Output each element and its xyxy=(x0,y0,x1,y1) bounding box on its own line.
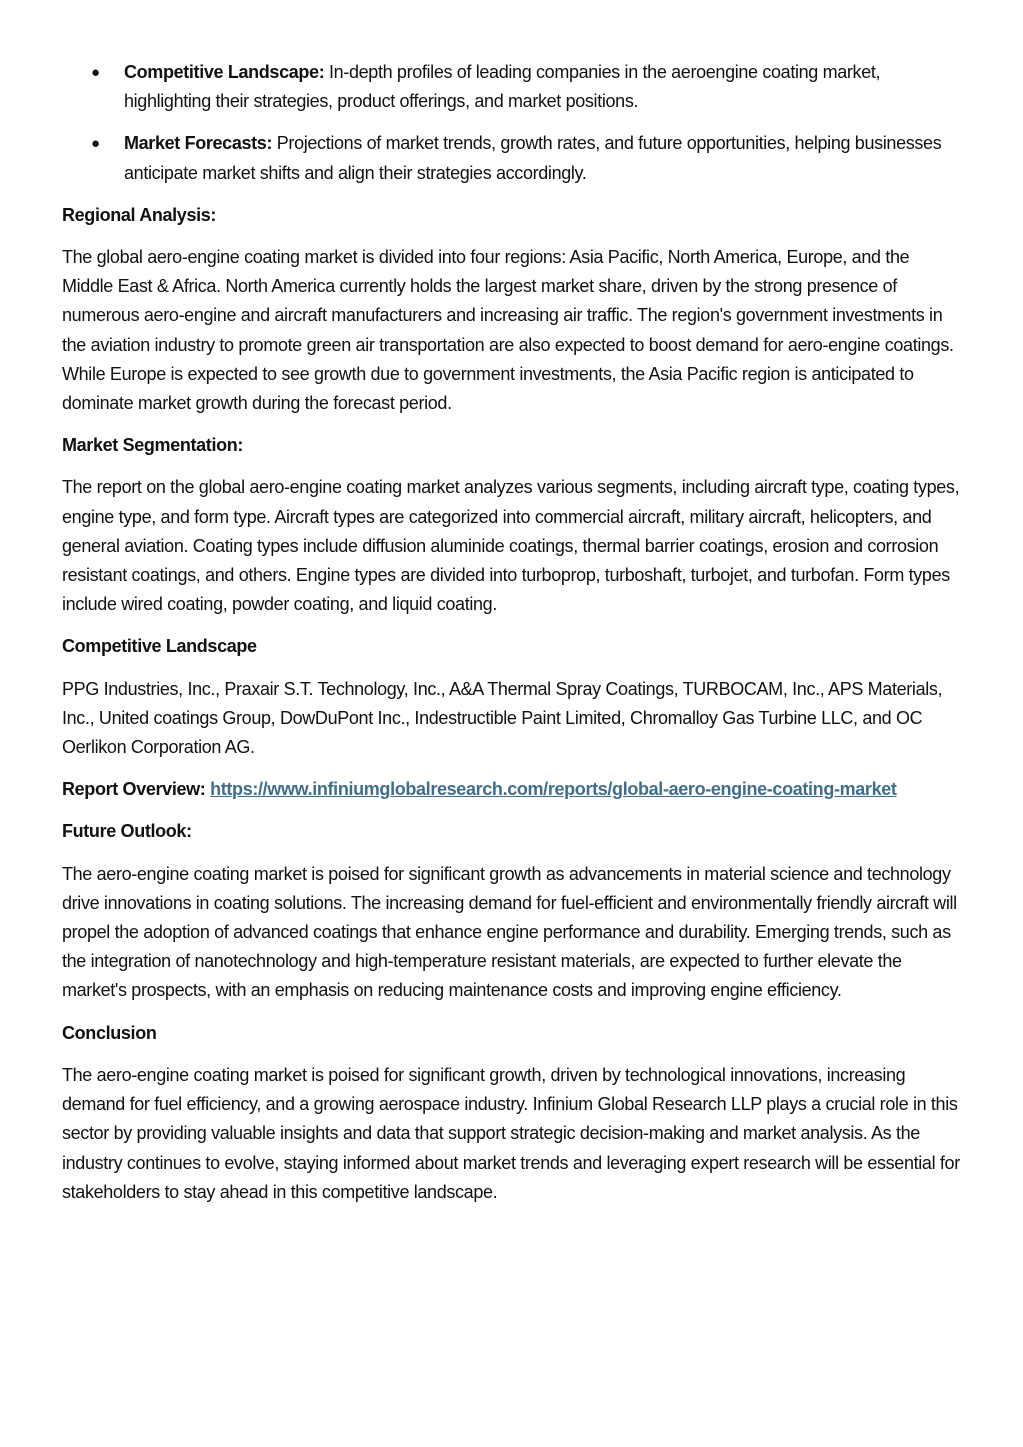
report-overview-link[interactable]: https://www.infiniumglobalresearch.com/reports/global-aero-engine-coating-market xyxy=(210,779,897,800)
market-segmentation-paragraph: The report on the global aero-engine coating market analyzes various segments, including aircraft type, coating types, engine type, and form type. Aircraft types are categorized into commercial aircraft, military aircraft, helicopters, and general aviation. Coating types include diffusion aluminide coatings, thermal barrier coatings, erosion and corrosion resistant coatings, and others. Engine types are divided into turboprop, turboshaft, turbojet, and turbofan. Form types include wired coating, powder coating, and liquid coating. xyxy=(62,477,960,615)
bullet-dot-icon: ● xyxy=(91,64,100,81)
bullet-item-competitive-landscape xyxy=(62,58,962,116)
bullet-item-market-forecasts xyxy=(62,129,962,187)
future-outlook-heading: Future Outlook: xyxy=(62,821,192,842)
bullet-dot-icon: ● xyxy=(91,135,100,153)
market-segmentation-heading: Market Segmentation: xyxy=(62,435,244,456)
bullet-label: Competitive Landscape: xyxy=(124,62,325,82)
competitive-landscape-heading: Competitive Landscape xyxy=(62,636,257,657)
document-page xyxy=(62,58,962,1220)
competitive-landscape-paragraph: PPG Industries, Inc., Praxair S.T. Technology, Inc., A&A Thermal Spray Coatings, TURBOCAM, Inc., APS Materials, Inc., United coatings Group, DowDuPont Inc., Indestructible Paint Limited, Chromalloy Gas Turbine LLC, and OC Oerlikon Corporation AG. xyxy=(62,678,943,758)
bullet-label: Market Forecasts: xyxy=(124,133,273,154)
report-overview-label: Report Overview: xyxy=(62,779,206,800)
future-outlook-paragraph: The aero-engine coating market is poised for significant growth as advancements in material science and technology drive innovations in coating solutions. The increasing demand for fuel-efficient and environmentally friendly aircraft will propel the adoption of advanced coatings that enhance engine performance and durability. Emerging trends, such as the integration of nanotechnology and high-temperature resistant materials, are expected to further elevate the market's prospects, with an emphasis on reducing maintenance costs and improving engine efficiency. xyxy=(62,863,957,1001)
bullet-text: In-depth profiles of leading companies in the aeroengine coating market, highlighting their strategies, product offerings, and market positions. xyxy=(124,62,881,112)
conclusion-heading: Conclusion xyxy=(62,1022,157,1043)
regional-analysis-paragraph: The global aero-engine coating market is divided into four regions: Asia Pacific, North America, Europe, and the Middle East & Africa. North America currently holds the largest market share, driven by the strong presence of numerous aero-engine and aircraft manufacturers and increasing air traffic. The region's government investments in the aviation industry to promote green air transportation are also expected to boost demand for aero-engine coatings. While Europe is expected to see growth due to government investments, the Asia Pacific region is anticipated to dominate market growth during the forecast period. xyxy=(62,247,954,414)
report-overview-line xyxy=(62,775,962,804)
bullet-text: Projections of market trends, growth rates, and future opportunities, helping businesses anticipate market shifts and align their strategies accordingly. xyxy=(124,133,942,183)
feature-bullet-list xyxy=(62,58,962,188)
regional-analysis-heading: Regional Analysis: xyxy=(62,204,217,225)
conclusion-paragraph: The aero-engine coating market is poised for significant growth, driven by technological innovations, increasing demand for fuel efficiency, and a growing aerospace industry. Infinium Global Research LLP plays a crucial role in this sector by providing valuable insights and data that support strategic decision-making and market analysis. As the industry continues to evolve, staying informed about market trends and leveraging expert research will be essential for stakeholders to stay ahead in this competitive landscape. xyxy=(62,1064,960,1202)
